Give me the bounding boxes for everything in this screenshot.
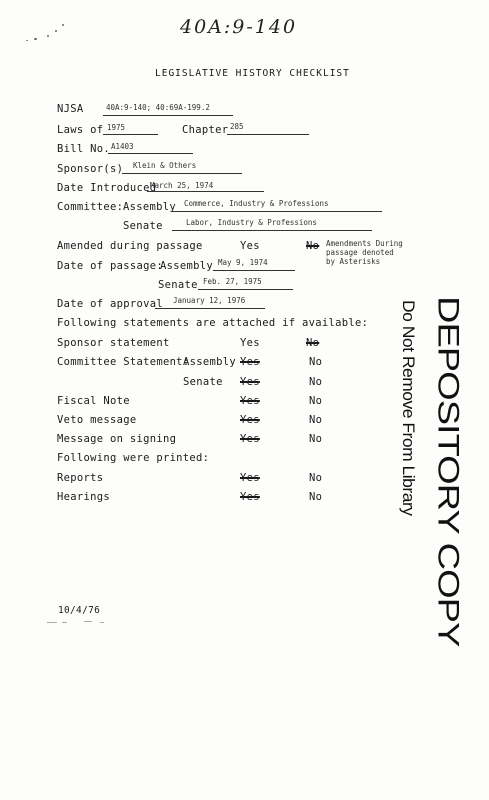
statement-sub-label: Senate [183,376,223,388]
statement-no: No [309,356,323,368]
scan-speck [100,622,104,623]
statement-no: No [309,433,323,445]
statement-label: Veto message [57,414,137,426]
scan-speck [62,622,67,623]
statement-label: Sponsor statement [57,337,170,349]
approval-label: Date of approval [57,298,163,310]
statements-heading: Following statements are attached if available: [57,317,369,329]
statement-no: No [309,376,323,388]
scan-speck [34,38,37,40]
amended-note-line: passage denoted [326,248,394,257]
passage-senate-value: Feb. 27, 1975 [203,277,262,286]
passage-senate-label: Senate [158,279,198,291]
sponsors-label: Sponsor(s) [57,163,124,175]
printed-yes-struck: Yes [240,472,260,484]
chapter-underline [227,134,309,135]
statement-yes-struck: Yes [240,414,260,426]
scan-speck [84,621,92,622]
amended-yes: Yes [240,240,260,252]
laws-of-value: 1975 [107,123,126,132]
sponsors-underline [122,173,242,174]
scan-speck [26,40,28,41]
statement-no-struck: No [306,337,320,349]
depository-stamp-title: DEPOSITORY COPY [431,296,464,647]
scan-speck [47,35,49,37]
amended-no-struck: No [306,240,320,252]
printed-no: No [309,472,323,484]
statement-sub-label: Assembly [183,356,236,368]
date-introduced-label: Date Introduced [57,182,157,194]
printed-label: Reports [57,472,104,484]
committee-assembly-label: Assembly [123,201,176,213]
scan-speck [55,30,57,32]
date-introduced-underline [147,191,264,192]
statement-label: Message on signing [57,433,177,445]
passage-assembly-value: May 9, 1974 [218,258,268,267]
page-title: LEGISLATIVE HISTORY CHECKLIST [155,68,350,79]
passage-assembly-label: Assembly [160,260,213,272]
njsa-underline [103,115,233,116]
printed-heading: Following were printed: [57,452,210,464]
statement-no: No [309,395,323,407]
committee-senate-value: Labor, Industry & Professions [186,218,317,227]
approval-value: January 12, 1976 [173,296,246,305]
statement-no: No [309,414,323,426]
statement-yes-struck: Yes [240,433,260,445]
sponsors-value: Klein & Others [133,161,197,170]
passage-label: Date of passage: [57,260,163,272]
statement-yes-struck: Yes [240,395,260,407]
footer-date: 10/4/76 [58,605,101,616]
statement-label: Committee Statement: [57,356,190,368]
committee-senate-underline [172,230,372,231]
laws-of-label: Laws of [57,124,104,136]
passage-senate-underline [198,289,293,290]
amended-label: Amended during passage [57,240,203,252]
committee-assembly-value: Commerce, Industry & Professions [184,199,329,208]
passage-assembly-underline [213,270,295,271]
bill-no-underline [108,153,193,154]
statement-yes: Yes [240,337,260,349]
committee-assembly-underline [172,211,382,212]
amended-note-line: Amendments During [326,239,403,248]
njsa-value: 40A:9-140; 40:69A-199.2 [106,103,210,112]
scan-speck [62,24,64,26]
chapter-label: Chapter [182,124,229,136]
njsa-label: NJSA [57,103,84,115]
printed-label: Hearings [57,491,110,503]
statement-label: Fiscal Note [57,395,130,407]
amended-note-line: by Asterisks [326,257,381,266]
committee-senate-label: Senate [123,220,163,232]
chapter-value: 285 [230,122,244,131]
printed-yes-struck: Yes [240,491,260,503]
statement-yes-struck: Yes [240,356,260,368]
printed-no: No [309,491,323,503]
bill-no-label: Bill No. [57,143,110,155]
approval-underline [155,308,265,309]
bill-no-value: A1403 [111,142,134,151]
amended-note [326,239,403,266]
date-introduced-value: March 25, 1974 [150,181,214,190]
depository-stamp-note: Do Not Remove From Library [399,300,418,516]
handwritten-citation: 40A:9-140 [180,16,298,38]
laws-of-underline [103,134,158,135]
scan-speck [47,622,57,623]
statement-yes-struck: Yes [240,376,260,388]
committee-label: Committee: [57,201,124,213]
